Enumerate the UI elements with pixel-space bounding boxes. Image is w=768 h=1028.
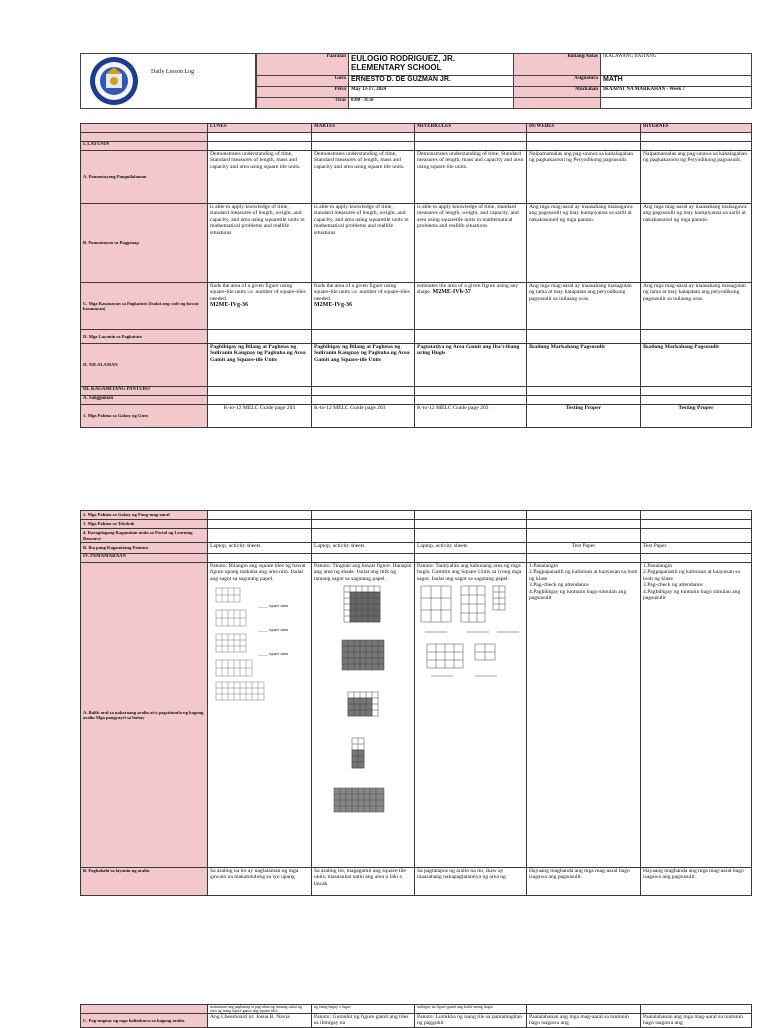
cell-nilalaman-lunes: Pagbibigay ng Bilang at Paglutas ng Suliranin Kaugnay ng Pagkuha ng Area Gamit ang Square-tile Units (208, 344, 312, 387)
row-label-paghahabi: B. Paghahabi sa layunin ng aralin (81, 868, 208, 896)
cell-iba-lunes: Laptop, activity sheets (208, 543, 312, 554)
cell-gabay-lunes: K-to-12 MELC Guide page 203 (208, 405, 312, 428)
cell-paghahabi-lunes: Sa araling na ito ay naglalaman ng mga gawain na makatutulong sa iyo upang (208, 868, 312, 896)
cell-b-huwebes: Ang mga mag-aaral ay inaasahang maisagawa ang pagsusulit ng may kumpiyansa sa sarili at nakakasunod ng mga panuto. (527, 204, 641, 283)
cell-c-martes: finds the area of a given figure using square-tile units i.e. number of square-tiles needed. M2ME-IVg-36 (312, 283, 415, 330)
cell-gabay-huwebes: Testing Proper (527, 405, 641, 428)
cell-iba-miyerkules: Laptop, activity sheets (415, 543, 527, 554)
cell-nilalaman-miyerkules: Pagtatatiya ng Area Gamit ang Iba't-ibang uring Hugis (415, 344, 527, 387)
cell-balik-biyernes: 1.Panalangin 2.Pagpapanatili ng kalinisan at kaayusan sa loob ng klase 3.Pag-check ng attendance 4.Pagbibigay ng tuntunin bago simulan ang pagsusulit (641, 563, 752, 868)
competency-code: M2ME-IVg-36 (314, 302, 352, 309)
cell-nilalaman-huwebes: Ikatlong Markahang Pagsusulit (527, 344, 641, 387)
row-label-pag-uugnay: C. Pag-uugnay ng mga halimbawa sa bagong aralin. (81, 1014, 208, 1028)
cell-c-miyerkules: estimates the area of a given figure using any shape. M2ME-IVh-37 (415, 283, 527, 330)
cell-gabay-miyerkules: K-to-12 MELC Guide page 203 (415, 405, 527, 428)
lesson-table-part1 (80, 123, 752, 428)
cell-iba-huwebes: Test Paper (527, 543, 641, 554)
row-label-iba-pang-kagamitan: B. Iba pang Kagamitang Panturo (81, 543, 208, 554)
answer-blank: _____ square units (258, 603, 289, 609)
date-label: Petsa (257, 87, 349, 98)
row-label-balik-aral: A. Balik-aral sa nakaraang aralin at/o pagsisimula ng bagong aralin Mga pangyayri sa buhay (81, 563, 208, 868)
cell-iba-biyernes: Test Paper (641, 543, 752, 554)
section-pamamaraan: IV. PAMAMARAAN (81, 554, 208, 563)
cell-pag-uugnay-huwebes: Paalalahanan ang mga mag-aaral sa tuntunin bago isagawa ang (527, 1014, 641, 1028)
section-layunin: I. LAYUNIN (81, 142, 208, 151)
date-value: May 13-17, 2024 (349, 87, 514, 98)
row-label-pamantayan-pagganap: B. Pamantayan sa Pagganap (81, 204, 208, 283)
cell-paghahabi-cont-lunes: matutunan ang paghanap at pag-alam ng tamang sukat ng area ng isang figure gamit ang square tiles. (208, 1005, 312, 1014)
subject-label: Asignatura (514, 76, 601, 87)
grade-value: IKALAWANG BAITANG (601, 54, 752, 76)
row-label-pamantayang-pangnilalaman: A. Pamantayang Pangnilalaman (81, 151, 208, 204)
day-header-huwebes: HUWEBES (527, 124, 641, 133)
row-label-kasanayan: C. Mga Kasanayan sa Pagkatuto (Isulat ang code ng bawat kasanayan) (81, 283, 208, 330)
row-label-gabay-guro: 1. Mga Pahina sa Gabay ng Guro (81, 405, 208, 428)
cell-b-miyerkules: is able to apply knowledge of time, standard measures of length, weight, and capacity, and area using squaretile units in mathematical problems and reallife situations (415, 204, 527, 283)
answer-blank: _____ square units (258, 627, 289, 633)
competency-code: M2ME-IVg-36 (210, 302, 248, 309)
teacher-name: ERNESTO D. DE GUZMAN JR. (349, 76, 514, 87)
cell-nilalaman-martes: Pagbibigay ng Bilang at Paglutas ng Suliranin Kaugnay ng Pagkuha ng Area Gamit ang Square-tile Units (312, 344, 415, 387)
cell-paghahabi-miyerkules: Sa pagtatapos ng aralin na ito, ikaw ay inaasahang nakapagtatantiya ng area ng (415, 868, 527, 896)
cell-pag-uugnay-miyerkules: Panuto: Lumikha ng isang tile sa pamamagitan ng pagguhit (415, 1014, 527, 1028)
cell-b-martes: is able to apply knowledge of time, standard measures of length, weight, and capacity, and area using squaretile units in mathematical problems and reallife situations (312, 204, 415, 283)
shaded-area-figures (314, 584, 412, 829)
cell-b-biyernes: Ang mga mag-aaral ay inaasahang maisagawa ang pagsusulit ng may kumpiyansa sa sarili at nakakasunod ng mga panuto. (641, 204, 752, 283)
cell-b-lunes: is able to apply knowledge of time, standard measures of length, weight, and capacity, and area using squaretile units in mathematical problems and reallife situations (208, 204, 312, 283)
cell-gabay-martes: K-to-12 MELC Guide page 203 (312, 405, 415, 428)
cell-balik-martes: Panuto: Tingnan ang bawat figure. Hanapin ang area ng shade. Isulat ang titik ng tamang sagot sa sagutang papel. (312, 563, 415, 868)
answer-blank: _____ square units (258, 651, 289, 657)
cell-a-huwebes: Naipamamalas ang pag-unawa sa kahalagahan ng pagkakaroon ng Peryodikong pagsusulit. (527, 151, 641, 204)
quarter-value: IKAAPAT NA MARKAHAN - Week 7 (601, 87, 752, 98)
school-name: EULOGIO RODRIGUEZ, JR. ELEMENTARY SCHOOL (349, 54, 514, 76)
day-header-martes: MARTES (312, 124, 415, 133)
row-label-gabay-mag-aaral: 2. Mga Pahina sa Gabay ng Pang-mag-aaral (81, 511, 208, 520)
cell-balik-lunes: Panuto: Bilangin ang square tiles ng bawat figure upang makuha ang area nito. Isulat ang sagot sa sagutang papel. _____ square units _____ square units _____ square units (208, 563, 312, 868)
row-label-nilalaman: II. NILALAMAN (81, 344, 208, 387)
estimate-area-figures (417, 584, 523, 679)
cell-a-lunes: Demonstrates understanding of time, Standard measures of length, mass and capacity and area using square tile units. (208, 151, 312, 204)
cell-pag-uugnay-martes: Panuto: Gumuhit ng figure gamit ang tiles sa ibinigay na (312, 1014, 415, 1028)
time-value: 8:00 - 8:50 (349, 98, 514, 109)
lesson-table-part3 (80, 1004, 752, 1028)
teacher-label: Guro (257, 76, 349, 87)
row-label-layunin-pagkatuto: D. Mga Layunin sa Pagkatuto (81, 330, 208, 344)
competency-code: M2ME-IVh-37 (432, 289, 471, 296)
cell-c-huwebes: Ang mga mag-aaral ay inaasahang masagutan ng tama at may katapatan ang peryodikong pagsusulit sa inilaang oras. (527, 283, 641, 330)
school-label: Paaralan (257, 54, 349, 76)
cell-paghahabi-martes: Sa araling ito, magagamit ang square-tile units, masusukat natin ang area o laki o lawak (312, 868, 415, 896)
cell-paghahabi-huwebes: Hayaang maghanda ang mga mag-aaral bago isagawa ang pagsusulit. (527, 868, 641, 896)
section-sanggunian: A. Sanggunian (81, 396, 208, 405)
header-info-table (256, 53, 752, 109)
cell-pag-uugnay-biyernes: Paalalahanan ang mga mag-aaral sa tuntunin bago isagawa ang (641, 1014, 752, 1028)
day-header-lunes: LUNES (208, 124, 312, 133)
logo-cell (80, 53, 256, 109)
cell-balik-huwebes: 1.Panalangin 2.Pagpapanatili ng kalinisan at kaayusan sa loob ng klase 3.Pag-check ng attendance 4.Pagbibigay ng tuntunin bago simulan ang pagsusulit (527, 563, 641, 868)
cell-paghahabi-cont-miyerkules: naibigay na figure gamit ang kahit anong hugis. (415, 1005, 527, 1014)
cell-a-miyerkules: Demonstrates understanding of time, Standard measures of length, mass and capacity and area using square tile units. (415, 151, 527, 204)
row-label-karagdagang-kagamitan: 4. Karagdagang Kagamitan mula sa Portal ng Learning Resource (81, 529, 208, 543)
cell-iba-martes: Laptop, activity sheets (312, 543, 415, 554)
cell-a-martes: Demonstrates understanding of time, Standard measures of length, mass and capacity and area using square tile units. (312, 151, 415, 204)
deped-seal-icon (89, 56, 139, 106)
grade-label: Baitang/Antas (514, 54, 601, 76)
day-header-miyerkules: MIYERKULES (415, 124, 527, 133)
cell-pag-uugnay-lunes: Ang Chessboard ni: Josua B. Navia (208, 1014, 312, 1028)
lesson-table-part2 (80, 510, 752, 896)
cell-balik-miyerkules: Panuto: Tantiyahin ang kabuuang area ng mga hugis. Gamitin ang Square Units sa iyong mga sagot. Isulat ang sagot sa sagutang papel. (415, 563, 527, 868)
time-label: Oras (257, 98, 349, 109)
cell-c-biyernes: Ang mga mag-aaral ay inaasahang masagutan ng tama at may katapatan ang peryodikong pagsusulit sa inilaang oras. (641, 283, 752, 330)
cell-c-lunes: finds the area of a given figure using square-tile units i.e. number of square-tiles needed. M2ME-IVg-36 (208, 283, 312, 330)
header-block (80, 53, 751, 109)
section-kagamitan: III. KAGAMITANG PANTURO (81, 387, 208, 396)
cell-gabay-biyernes: Testing Proper (641, 405, 752, 428)
cell-paghahabi-biyernes: Hayaang maghanda ang mga mag-aaral bago isagawa ang pagsusulit. (641, 868, 752, 896)
cell-a-biyernes: Naipamamalas ang pag-unawa sa kahalagahan ng pagkakaroon ng Peryodikong pagsusulit. (641, 151, 752, 204)
row-label-teksbuk: 3. Mga Pahina sa Teksbuk (81, 520, 208, 529)
quarter-label: Markahan (514, 87, 601, 98)
daily-lesson-log-label: Daily Lesson Log (151, 69, 194, 75)
cell-nilalaman-biyernes: Ikatlong Markahang Pagsusulit (641, 344, 752, 387)
cell-paghahabi-cont-martes: ng isang bagay o lugar. (312, 1005, 415, 1014)
subject-value: MATH (601, 76, 752, 87)
day-header-biyernes: BIYERNES (641, 124, 752, 133)
